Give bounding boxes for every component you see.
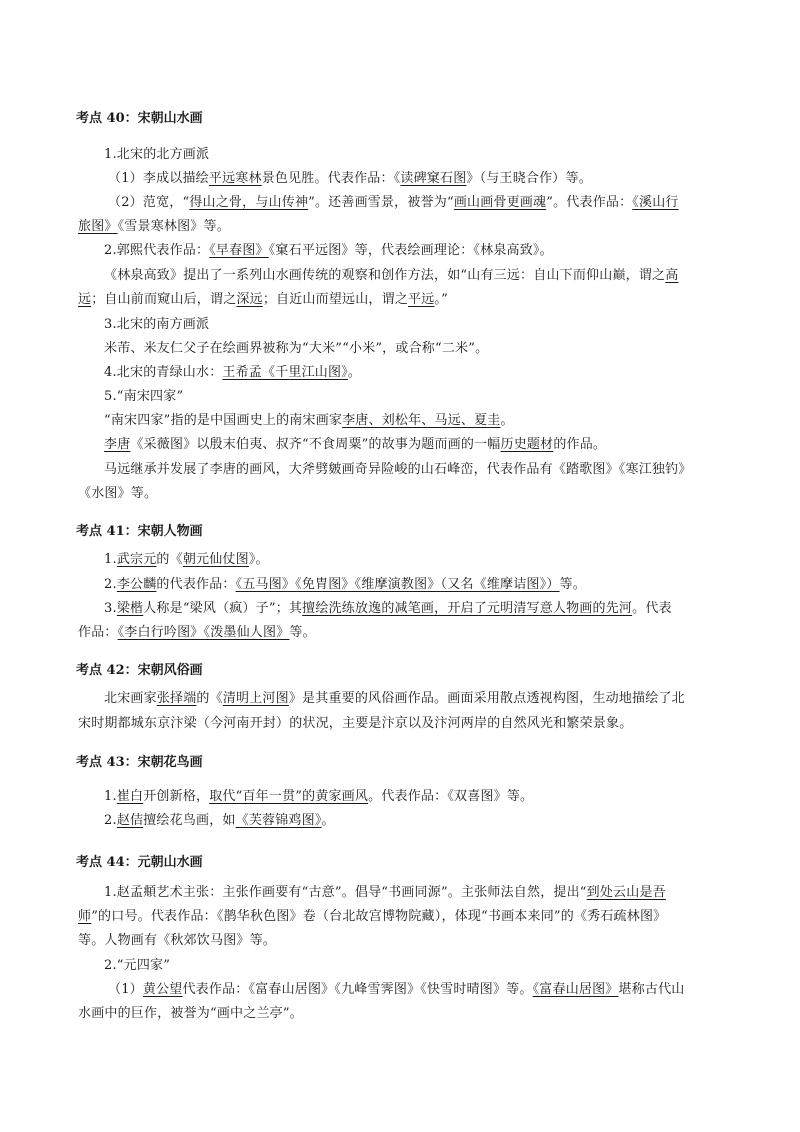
s43-line-1 bbox=[104, 789, 533, 805]
s40-line-14: 马远继承并发展了李唐的画风，大斧劈皴画奇异险峻的山石峰峦，代表作品有《踏歌图》《寒江独钓》 bbox=[104, 462, 692, 477]
underlined-text: 远 bbox=[78, 292, 92, 307]
section-41-title: 考点 41：宋朝人物画 bbox=[76, 524, 203, 539]
underlined-text: 王希孟《千里江山图》 bbox=[222, 365, 348, 380]
underlined-text: 取代“百年一贯”的黄家画风 bbox=[209, 789, 369, 804]
s40-line-13 bbox=[104, 437, 606, 453]
text: 《采薇图》以殷末伯夷、叔齐“不食周粟”的故事为题而画的一幅 bbox=[130, 437, 501, 452]
s40-line-15: 《水图》等。 bbox=[78, 486, 158, 501]
underlined-text: 清明上河图 bbox=[222, 691, 289, 706]
s44-line-1 bbox=[104, 885, 666, 901]
text: 等。 bbox=[289, 625, 316, 640]
text: 《林泉高致》提出了一系列山水画传统的观察和创作方法，如“山有三远：自山下而仰山巅，谓之 bbox=[104, 268, 666, 283]
s40-item-1: 1.北宋的北方画派 bbox=[104, 147, 210, 162]
text: 2. bbox=[104, 577, 117, 592]
s40-line-10 bbox=[104, 365, 361, 381]
underlined-text: 武宗元 bbox=[116, 552, 157, 567]
text: 的作品。 bbox=[553, 437, 607, 452]
text: 的《 bbox=[196, 691, 223, 706]
text: 堪称古代山 bbox=[618, 982, 685, 997]
s40-line-12 bbox=[104, 413, 514, 429]
text: （1）李成以描绘 bbox=[108, 171, 209, 186]
text: 》。 bbox=[248, 552, 269, 567]
underlined-text: 历史题材 bbox=[500, 437, 554, 452]
text: 人称是“梁风（疯）子”；其 bbox=[143, 601, 303, 616]
text: （1） bbox=[108, 982, 143, 997]
s40-item-5: 5.“南宋四家” bbox=[104, 389, 184, 404]
text: 4.北宋的青绿山水： bbox=[104, 365, 223, 380]
text: 2. bbox=[104, 813, 117, 828]
underlined-text: 梁楷 bbox=[116, 601, 144, 616]
underlined-text: 《早春图》 bbox=[209, 243, 269, 258]
s44-line-2 bbox=[78, 909, 666, 925]
s40-line-6 bbox=[104, 268, 678, 284]
underlined-text: 黄公望 bbox=[142, 982, 183, 997]
s40-item-3: 3.北宋的南方画派 bbox=[104, 317, 210, 332]
underlined-text: 得山之骨，与山传神 bbox=[189, 195, 309, 210]
text: 。代表 bbox=[632, 601, 672, 616]
underlined-text: 深远 bbox=[236, 292, 263, 307]
text: 。” bbox=[434, 292, 448, 307]
s44-line-3: 等。人物画有《秋郊饮马图》等。 bbox=[78, 933, 277, 948]
underlined-text: 到处云山是吾 bbox=[586, 885, 666, 900]
s40-line-7 bbox=[78, 292, 448, 308]
text: 2.郭熙代表作品： bbox=[104, 243, 210, 258]
text: 《窠石平远图》等，代表绘画理论：《林泉高致》。 bbox=[268, 243, 553, 258]
text: 的《 bbox=[156, 552, 183, 567]
underlined-text: 李唐、刘松年、马远、夏圭 bbox=[342, 413, 501, 428]
underlined-text: 画山画骨更画魂 bbox=[453, 195, 547, 210]
underlined-text: 高 bbox=[665, 268, 679, 283]
s44-line-5 bbox=[108, 982, 685, 998]
section-40-title: 考点 40：宋朝山水画 bbox=[76, 111, 203, 126]
text: 1.赵孟頫艺术主张：主张作画要有“古意”。倡导“书画同源”。主张师法自然，提出“ bbox=[104, 885, 587, 900]
s42-line-2: 宋时期都城东京汴梁（今河南开封）的状况，主要是汴京以及汴河两岸的自然风光和繁荣景象。 bbox=[78, 716, 633, 731]
text: 1. bbox=[104, 789, 117, 804]
s40-line-2 bbox=[108, 171, 592, 187]
text: 北宋画家 bbox=[104, 691, 157, 706]
text: ；自近山而望远山，谓之 bbox=[262, 292, 409, 307]
s41-line-1 bbox=[104, 552, 269, 568]
underlined-text: 《富春山居图》 bbox=[532, 982, 619, 997]
text: 。代表作品：《双喜图》等。 bbox=[368, 789, 534, 804]
underlined-text: 读碑窠石图 bbox=[400, 171, 467, 186]
underlined-text: 擅绘洗练放逸的减笔画，开启了元明清写意人物画的先河 bbox=[302, 601, 633, 616]
s41-line-2 bbox=[104, 577, 586, 593]
text: 3. bbox=[104, 601, 117, 616]
s42-line-1 bbox=[104, 691, 685, 707]
text: 。 bbox=[500, 413, 514, 428]
text: 擅绘花鸟画，如 bbox=[143, 813, 236, 828]
underlined-text: 赵佶 bbox=[116, 813, 144, 828]
text: 。 bbox=[347, 365, 362, 380]
s40-line-5 bbox=[104, 243, 553, 259]
underlined-text: 《溪山行 bbox=[632, 195, 679, 210]
s40-line-3 bbox=[108, 195, 679, 211]
s44-item-2: 2.“元四家” bbox=[104, 958, 171, 973]
underlined-text: 《芙蓉锦鸡图》 bbox=[235, 813, 322, 828]
s40-line-4 bbox=[78, 219, 230, 235]
underlined-text: 朝元仙仗图 bbox=[182, 552, 249, 567]
text: 》是其重要的风俗画作品。画面采用散点透视构图，生动地描绘了北 bbox=[288, 691, 685, 706]
underlined-text: 《李白行吟图》《泼墨仙人图》 bbox=[117, 625, 290, 640]
s43-line-2 bbox=[104, 813, 335, 829]
s41-line-4 bbox=[78, 625, 316, 641]
text: ”的口号。代表作品：《鹊华秋色图》卷（台北故宫博物院藏），体现“书画本来同”的《秀石疏林图》 bbox=[91, 909, 667, 924]
text: 开创新格， bbox=[143, 789, 210, 804]
text: 作品： bbox=[78, 625, 118, 640]
section-43-title: 考点 43：宋朝花鸟画 bbox=[76, 755, 203, 770]
text: ”。代表作品： bbox=[546, 195, 633, 210]
text: ；自山前而窥山后，谓之 bbox=[91, 292, 237, 307]
underlined-text: 平远 bbox=[408, 292, 435, 307]
section-44-title: 考点 44：元朝山水画 bbox=[76, 855, 203, 870]
text: 代表作品：《富春山居图》《九峰雪霁图》《快雪时晴图》等。 bbox=[182, 982, 533, 997]
text: ”。还善画雪景，被誉为“ bbox=[308, 195, 454, 210]
text: “南宋四家”指的是中国画史上的南宋画家 bbox=[104, 413, 343, 428]
underlined-text: 李公麟 bbox=[116, 577, 157, 592]
underlined-text: 崔白 bbox=[116, 789, 144, 804]
underlined-text: 《五马图》《免胄图》《维摩演教图》（又名《维摩诘图》） bbox=[235, 577, 560, 592]
text: 等。 bbox=[559, 577, 586, 592]
text: 》（与王晓合作）等。 bbox=[466, 171, 592, 186]
s40-line-9: 米芾、米友仁父子在绘画界被称为“大米”“小米”，或合称“二米”。 bbox=[104, 341, 489, 356]
section-42-title: 考点 42：宋朝风俗画 bbox=[76, 663, 203, 678]
text: （2）范宽，“ bbox=[108, 195, 190, 210]
text: 景色见胜。代表作品：《 bbox=[261, 171, 401, 186]
underlined-text: 平远寒林 bbox=[208, 171, 262, 186]
text: 。 bbox=[321, 813, 335, 828]
text: 《雪景寒林图》等。 bbox=[117, 219, 230, 234]
underlined-text: 张择端 bbox=[156, 691, 197, 706]
underlined-text: 旅图》 bbox=[78, 219, 118, 234]
s44-line-6: 水画中的巨作，被誉为“画中之兰亭”。 bbox=[78, 1006, 303, 1021]
text: 1. bbox=[104, 552, 117, 567]
text: 的代表作品： bbox=[156, 577, 236, 592]
underlined-text: 李唐 bbox=[104, 437, 131, 452]
underlined-text: 师 bbox=[78, 909, 92, 924]
s41-line-3 bbox=[104, 601, 672, 617]
